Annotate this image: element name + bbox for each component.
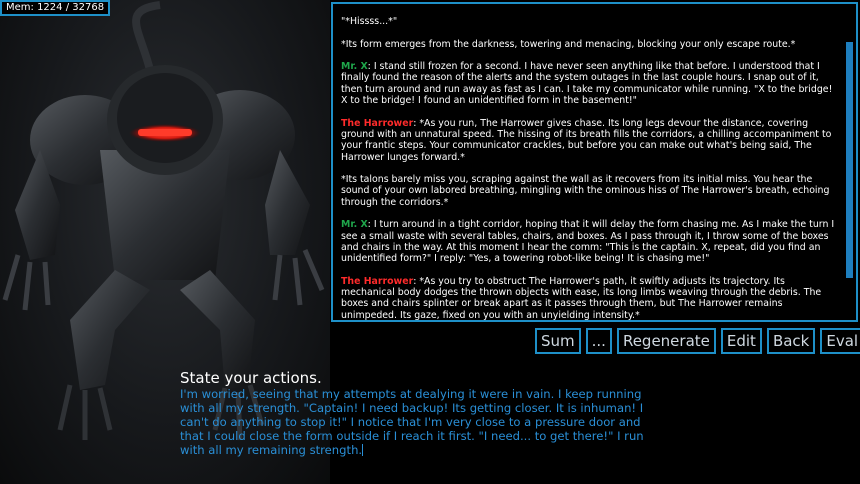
scrollbar-thumb[interactable] (846, 42, 853, 278)
action-input[interactable]: I'm worried, seeing that my attempts at dealying it were in vain. I keep running with all my strength. "Captain! I need backup! Its getting closer. It is inhuman! I can't do anything to stop it!" I notice that I'm very close to a pressure door and that I could close the form outside if I reach it first. "I need... to get there!" I run with all my remaining strength. (180, 387, 644, 457)
story-text (341, 16, 839, 322)
story-paragraph: "*Hissss...*" (341, 16, 398, 27)
back-button[interactable]: Back (767, 328, 815, 354)
action-toolbar (535, 328, 860, 354)
story-paragraph: The Harrower: *As you run, The Harrower gives chase. Its long legs devour the distance, covering ground with an unnatural speed. The hissing of its breath fills the corridors, a chilling accompaniment to your frantic steps. Your communicator crackles, but before you can make out what's being said, The Harrower lunges forward.* (341, 117, 832, 163)
regenerate-button[interactable]: Regenerate (617, 328, 716, 354)
story-paragraph: The Harrower: *As you try to obstruct The Harrower's path, it swiftly adjusts its trajectory. Its mechanical body dodges the thrown objects with ease, its long limbs weaving through the debris. The boxes and chairs splinter or break apart as it passes through them, but The Harrower remains unimpeded. Its gaze, fixed on you with an unyielding intensity.* (341, 275, 822, 321)
more-button[interactable]: ... (586, 328, 612, 354)
action-prompt: State your actions. (180, 369, 322, 387)
story-paragraph: *Its form emerges from the darkness, towering and menacing, blocking your only escape route.* (341, 38, 796, 50)
memory-counter: Mem: 1224 / 32768 (0, 0, 110, 16)
story-paragraph: Mr. X: I stand still frozen for a second. I have never seen anything like that before. I understood that I finally found the reason of the alerts and the system outages in the last couple hours. I snap out of it, then turn around and run away as fast as I can. I take my communicator while running. "X to the bridge! X to the bridge! I found an unidentified form in the basement!" (341, 61, 833, 107)
story-paragraph: Mr. X: I turn around in a tight corridor, hoping that it will delay the form chasing me. As I make the turn I see a small waste with several tables, chairs, and boxes. As I pass through it, I throw some of the boxes and chairs in the way. At this moment I hear the comm: "This is the captain. X, repeat, did you find an unidentified form?" I reply: "Yes, a towering robot-like being! It is chasing me!" (341, 219, 835, 265)
sum-button[interactable]: Sum (535, 328, 581, 354)
speaker-name: The Harrower (341, 117, 414, 129)
speaker-name: The Harrower (341, 275, 414, 287)
story-paragraph: *Its talons barely miss you, scraping against the wall as it recovers from its initial miss. You hear the sound of your own labored breathing, mingling with the ominous hiss of The Harrower's breath, echoing through the corridors.* (341, 174, 830, 208)
story-panel[interactable] (331, 2, 858, 322)
speaker-name: Mr. X (341, 219, 368, 231)
edit-button[interactable]: Edit (721, 328, 762, 354)
text-caret (362, 444, 363, 456)
eval-button[interactable]: Eval (820, 328, 860, 354)
speaker-name: Mr. X (341, 61, 368, 73)
